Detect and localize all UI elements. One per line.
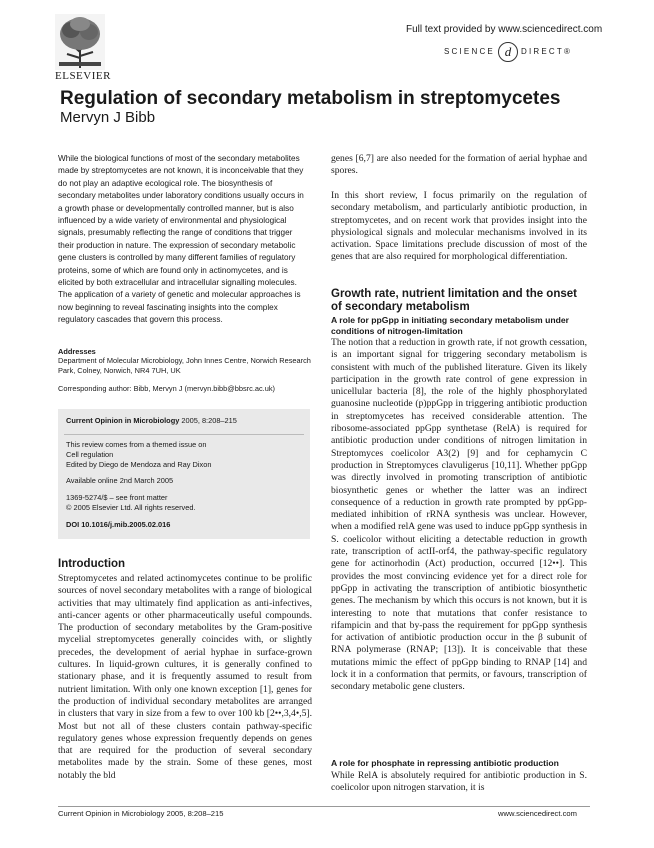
footer-divider [58, 806, 590, 807]
sd-right: DIRECT® [520, 47, 573, 57]
info-theme-name: Cell regulation [66, 450, 114, 459]
ppgpp-paragraph: The notion that a reduction in growth rate, if not growth cessation, is an important signal for triggering secondary metabolism is consistent with much of the published literature. Given its likely participation in the growth rate control of gene expression in unicellular bacteria [8], the role of the highly phosphorylated guanosine nucleotide (p)ppGpp in triggering antibiotic production in streptomycetes has received considerable attention. The ribosome-associated ppGpp synthetase (RelA) is required for antibiotic production under conditions of nitrogen limitation in Streptomyces coelicolor A3(2) [9] and for cephamycin C production in Streptomyces clavuligerus [10,11]. Whether ppGpp was directly involved in promoting transcription of antibiotic biosynthetic genes or whether the latter was an indirect consequence of a reduction in growth rate prompted by ppGpp-mediated inhibition of rRNA synthesis was unclear. However, when a modified relA gene was used to induce ppGpp synthesis in S. coelicolor without eliciting a detectable reduction in growth rate, transcription of actII-orf4, the pathway-specific regulatory gene for actinorhodin (Act) production, occurred [12••]. This provides the most convincing evidence yet for a direct role for ppGpp in activating the transcription of antibiotic biosynthetic genes. The mechanism by which this occurs is not known, but it is interesting to note that mutations that confer resistance to rifampicin and that by-pass the requirement for ppGpp synthesis for activation of antibiotic production occur in the β subunit of RNA polymerase (RNAP; [13]). It is conceivable that these mutations mimic the effect of ppGpp binding to RNAP [14] and lock it in a conformation that permits, or favours, transcription of secondary metabolic gene clusters. [331, 337, 587, 693]
info-divider [64, 434, 304, 435]
subheading-phosphate: A role for phosphate in repressing antibiotic production [331, 758, 559, 768]
section-heading-growth-rate: Growth rate, nutrient limitation and the onset of secondary metabolism [331, 288, 577, 313]
info-journal-cite: 2005, 8:208–215 [181, 416, 237, 425]
footer-journal-citation: Current Opinion in Microbiology 2005, 8:208–215 [58, 809, 224, 818]
info-journal: Current Opinion in Microbiology [66, 416, 180, 425]
sciencedirect-logo[interactable] [444, 42, 604, 64]
elsevier-tree-icon [55, 14, 105, 70]
info-editors: Edited by Diego de Mendoza and Ray Dixon [66, 460, 212, 469]
info-copyright: © 2005 Elsevier Ltd. All rights reserved. [66, 503, 196, 512]
info-available: Available online 2nd March 2005 [66, 476, 174, 485]
review-scope-paragraph: In this short review, I focus primarily on the regulation of secondary metabolism, and particularly antibiotic production, in streptomycetes, and on recent work that provides insight into the physiological signals and molecular mechanisms involved in its activation. Space limitations preclude discussion of most of the genes that are also required for morphological differentiation. [331, 190, 587, 263]
info-journal-line [66, 416, 237, 425]
info-themed: This review comes from a themed issue on [66, 440, 207, 449]
col2-continuation: genes [6,7] are also needed for the formation of aerial hyphae and spores. [331, 153, 587, 177]
info-doi[interactable]: DOI 10.1016/j.mib.2005.02.016 [66, 520, 171, 529]
publisher-name: ELSEVIER [55, 70, 111, 82]
sd-at-icon: d [498, 42, 518, 62]
phosphate-paragraph: While RelA is absolutely required for antibiotic production in S. coelicolor upon nitrogen starvation, it is [331, 770, 587, 794]
article-info-box [58, 409, 310, 539]
addresses-heading: Addresses [58, 347, 96, 356]
corresponding-author: Corresponding author: Bibb, Mervyn J (mervyn.bibb@bbsrc.ac.uk) [58, 384, 275, 393]
info-issn: 1369-5274/$ – see front matter [66, 493, 168, 502]
article-title: Regulation of secondary metabolism in streptomycetes [60, 88, 561, 109]
abstract: While the biological functions of most of the secondary metabolites made by streptomycetes are not known, it is inconceivable that they do not play an adaptive ecological role. The biosynthesis of secondary metabolites under laboratory conditions usually occurs in a growth phase or developmentally controlled manner, but is also influenced by a wide variety of environmental and physiological signals, presumably reflecting the range of conditions that trigger their production in nature. The expression of secondary metabolic gene clusters is controlled by many different families of regulatory proteins, some of which are found only in actinomycetes, and is elicited by both extracellular and intracellular signalling molecules. The application of a variety of genetic and molecular approaches is now beginning to reveal fascinating insights into the complex regulatory cascades that govern this process. [58, 154, 304, 325]
footer-website[interactable]: www.sciencedirect.com [498, 809, 577, 818]
sd-left: SCIENCE [444, 47, 495, 57]
introduction-text: Streptomycetes and related actinomycetes continue to be prolific sources of novel secondary metabolites with a range of biological activities that may ultimately find application as anti-infectives, anti-cancer agents or other pharmaceutically useful compounds. The production of secondary metabolites by the Gram-positive mycelial streptomycetes generally coincides with, or slightly precedes, the development of aerial hyphae in surface-grown cultures. In liquid-grown cultures, it is generally confined to stationary phase, and it is frequently assumed to result from nutrient limitation. With only one known exception [1], genes for the production of individual secondary metabolites are arranged in clusters that vary in size from a few to over 100 kb [2••,3,4•,5]. Most but not all of these clusters contain pathway-specific regulatory genes whose expression frequently depends on genes that are required for the production of several secondary metabolites made by the strain. Some of these genes, most notably the bld [58, 573, 312, 781]
fulltext-credit[interactable]: Full text provided by www.sciencedirect.com [406, 24, 603, 35]
introduction-heading: Introduction [58, 558, 126, 570]
addresses-text: Department of Molecular Microbiology, John Innes Centre, Norwich Research Park, Colney, Norwich, NR4 7UH, UK [58, 356, 311, 375]
subheading-ppgpp: A role for ppGpp in initiating secondary metabolism under conditions of nitrogen-limitation [331, 315, 569, 336]
article-author: Mervyn J Bibb [60, 109, 156, 126]
